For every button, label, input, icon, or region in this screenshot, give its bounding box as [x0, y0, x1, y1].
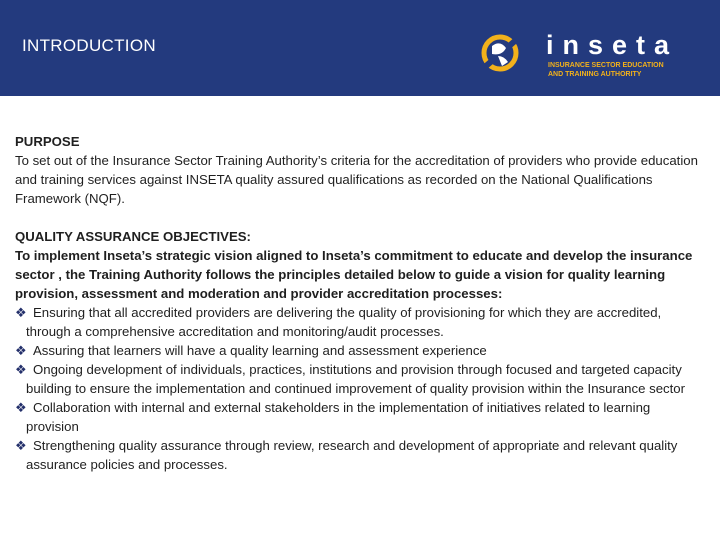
inseta-logo: [476, 24, 712, 80]
purpose-heading: PURPOSE: [15, 134, 80, 149]
diamond-bullet-icon: ❖: [15, 362, 27, 377]
objectives-intro: To implement Inseta’s strategic vision aligned to Inseta’s commitment to educate and develop the insurance sector , the Training Authority follows the principles detailed below to guide a vision for quality learning provision, assessment and moderation and provider accreditation processes:: [15, 248, 693, 301]
list-item: ❖ Collaboration with internal and external stakeholders in the implementation of initiatives related to learning provision: [15, 400, 651, 434]
diamond-bullet-icon: ❖: [15, 438, 27, 453]
diamond-bullet-icon: ❖: [15, 343, 27, 358]
list-item: ❖ Ensuring that all accredited providers are delivering the quality of provisioning for which they are accredited, through a comprehensive accreditation and monitoring/audit processes.: [15, 305, 662, 339]
list-item: ❖ Assuring that learners will have a quality learning and assessment experience: [15, 343, 487, 358]
slide-title: INTRODUCTION: [22, 36, 156, 55]
purpose-text: To set out of the Insurance Sector Training Authority’s criteria for the accreditation of providers who provide education and training services against INSETA quality assured qualifications as recorded on the National Qualifications Framework (NQF).: [15, 153, 698, 206]
objectives-heading: QUALITY ASSURANCE OBJECTIVES:: [15, 229, 251, 244]
list-item: ❖ Strengthening quality assurance through review, research and development of appropriate and relevant quality assurance policies and processes.: [15, 438, 678, 472]
inseta-emblem-icon: [478, 32, 524, 74]
list-item: ❖ Ongoing development of individuals, practices, institutions and provision through focused and targeted capacity building to ensure the implementation and continued improvement of quality provision within the Insurance sector: [15, 362, 686, 396]
slide-body: [15, 132, 703, 474]
diamond-bullet-icon: ❖: [15, 305, 27, 320]
header-band: [0, 0, 720, 96]
logo-wordmark: inseta: [546, 30, 679, 60]
logo-tagline: INSURANCE SECTOR EDUCATION AND TRAINING AUTHORITY: [548, 62, 664, 78]
diamond-bullet-icon: ❖: [15, 400, 27, 415]
